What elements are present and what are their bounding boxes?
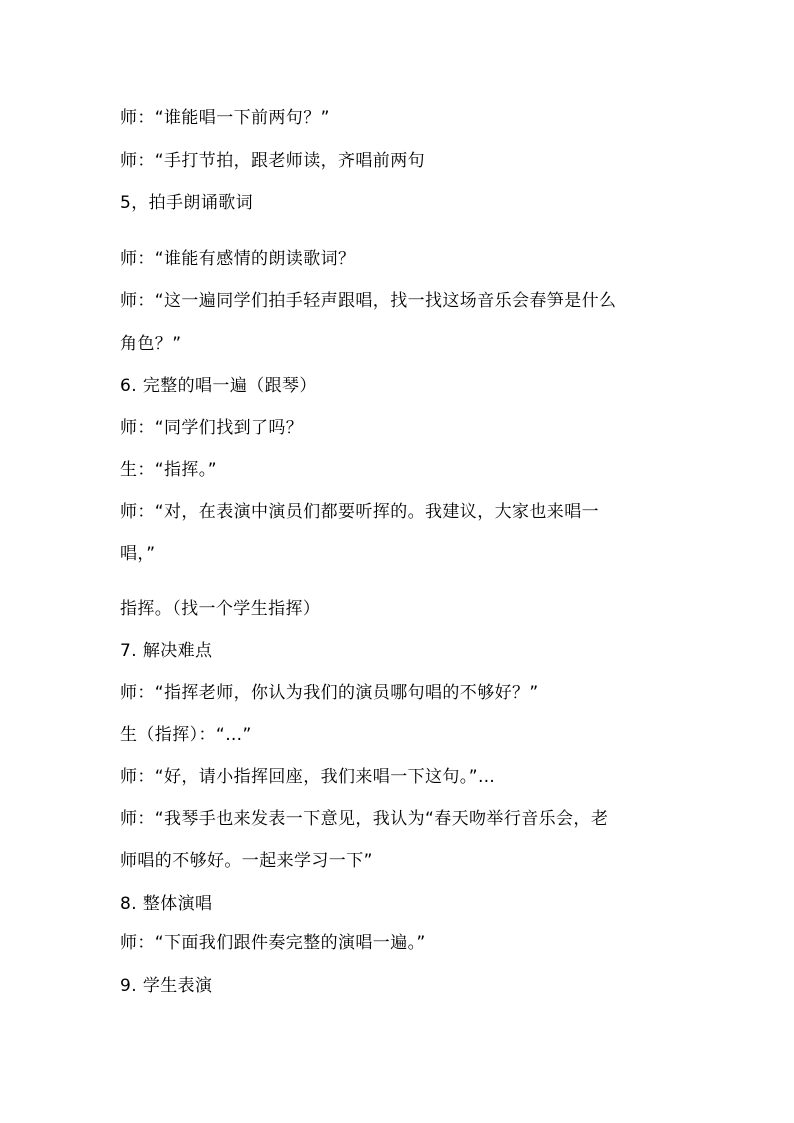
- text-line: 生（指挥）：“…”: [120, 725, 252, 745]
- text-line: 师：“手打节拍，跟老师读，齐唱前两句: [120, 151, 426, 171]
- text-line: 师：“我琴手也来发表一下意见，我认为“春天吻举行音乐会，老: [120, 809, 609, 829]
- text-line: 师：“同学们找到了吗？: [120, 418, 304, 438]
- text-line: 师：“指挥老师，你认为我们的演员哪句唱的不够好？”: [120, 683, 539, 703]
- text-line: 师：“对，在表演中演员们都要听挥的。我建议，大家也来唱一: [120, 502, 600, 522]
- section-heading: 6. 完整的唱一遍（跟琴）: [120, 376, 317, 396]
- section-heading: 7. 解决难点: [120, 641, 213, 661]
- text-line: 师：“这一遍同学们拍手轻声跟唱，找一找这场音乐会春笋是什么: [120, 291, 617, 311]
- section-heading: 5，拍手朗诵歌词: [120, 193, 254, 213]
- section-heading: 9. 学生表演: [120, 976, 213, 996]
- text-line: 师：“谁能有感情的朗读歌词？: [120, 249, 356, 269]
- text-line: 生：“指挥。”: [120, 460, 217, 480]
- text-line: 唱，”: [120, 544, 156, 564]
- text-line: 师：“好，请小指挥回座，我们来唱一下这句。”…: [120, 767, 496, 787]
- text-line: 师唱的不够好。一起来学习一下”: [120, 851, 373, 871]
- text-line: 师：“下面我们跟件奏完整的演唱一遍。”: [120, 933, 426, 953]
- text-line: 指挥。（找一个学生指挥）: [120, 599, 321, 619]
- text-line: 角色？”: [120, 334, 182, 354]
- text-line: 师：“谁能唱一下前两句？”: [120, 108, 330, 128]
- section-heading: 8. 整体演唱: [120, 894, 213, 914]
